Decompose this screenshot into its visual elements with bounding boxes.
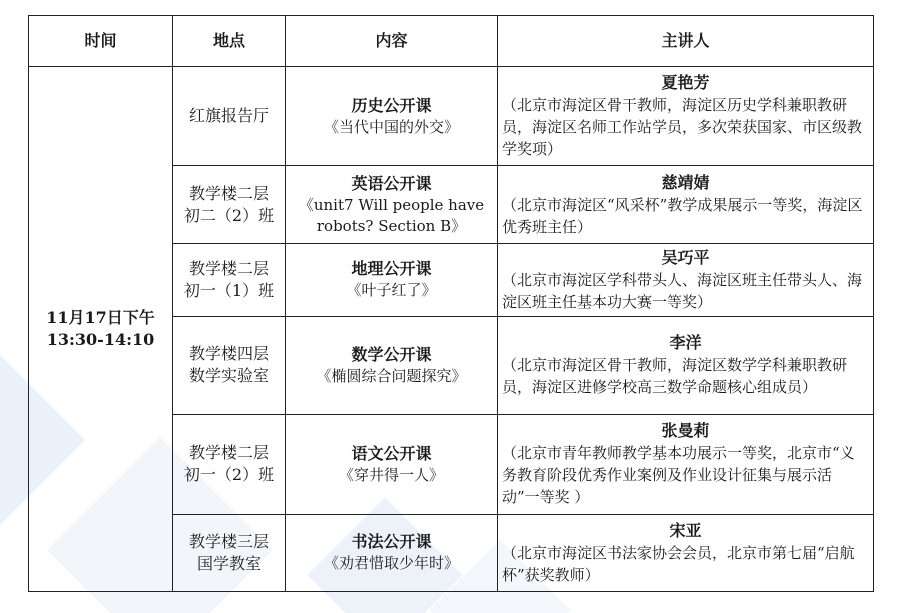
speaker-name: 吴巧平 [661, 247, 710, 267]
location-line: 教学楼三层 [188, 531, 269, 551]
content-cell [286, 316, 498, 414]
course-title: 历史公开课 [351, 95, 432, 115]
content-cell [286, 514, 498, 591]
location-line: 教学楼二层 [188, 443, 269, 463]
speaker-name: 夏艳芳 [661, 73, 710, 93]
course-title: 数学公开课 [351, 344, 432, 364]
header-speaker: 主讲人 [498, 16, 874, 67]
course-title: 地理公开课 [351, 259, 432, 279]
speaker-name: 李洋 [669, 333, 702, 353]
location-cell [173, 414, 286, 514]
location-cell [173, 166, 286, 244]
course-topic: 《穿井得一人》 [338, 465, 444, 484]
location-line: 教学楼二层 [188, 183, 269, 203]
speaker-cell [498, 514, 874, 591]
location-cell [173, 67, 286, 166]
speaker-cell [498, 166, 874, 244]
course-topic: 《叶子红了》 [346, 281, 437, 300]
course-topic: 《当代中国的外交》 [323, 117, 459, 136]
content-cell [286, 414, 498, 514]
header-content: 内容 [286, 16, 498, 67]
course-title: 语文公开课 [351, 443, 432, 463]
speaker-description: （北京市海淀区“风采杯”教学成果展示一等奖，海淀区优秀班主任） [502, 195, 863, 236]
course-topic: 《椭圆综合问题探究》 [316, 366, 467, 385]
speaker-cell [498, 67, 874, 166]
location-line: 红旗报告厅 [188, 106, 269, 126]
location-line: 教学楼二层 [188, 258, 269, 278]
speaker-description: （北京市青年教师教学基本功展示一等奖，北京市“义务教育阶段优秀作业案例及作业设计征集与展示活动”一等奖 ） [502, 444, 855, 507]
location-cell [173, 244, 286, 316]
schedule-table [28, 15, 874, 592]
location-line: 初二（2）班 [183, 205, 275, 225]
speaker-name: 宋亚 [669, 520, 702, 540]
location-line: 国学教室 [196, 553, 261, 573]
header-location: 地点 [173, 16, 286, 67]
speaker-description: （北京市海淀区学科带头人、海淀区班主任带头人、海淀区班主任基本功大赛一等奖） [502, 270, 863, 311]
content-cell [286, 67, 498, 166]
location-cell [173, 316, 286, 414]
content-cell [286, 244, 498, 316]
course-title: 英语公开课 [351, 173, 432, 193]
course-title: 书法公开课 [351, 532, 432, 552]
header-time: 时间 [29, 16, 173, 67]
speaker-description: （北京市海淀区书法家协会会员，北京市第七届“启航杯”获奖教师） [502, 543, 855, 584]
speaker-cell [498, 244, 874, 316]
speaker-name: 张曼莉 [661, 421, 710, 441]
time-cell [29, 67, 173, 592]
speaker-cell [498, 316, 874, 414]
speaker-description: （北京市海淀区骨干教师，海淀区历史学科兼职教研员，海淀区名师工作站学员，多次荣获国家、市区级教学奖项） [502, 96, 863, 159]
course-topic: 《unit7 Will people have robots? Section B》 [298, 195, 485, 235]
location-line: 数学实验室 [188, 366, 269, 386]
location-cell [173, 514, 286, 591]
speaker-name: 慈靖婧 [661, 172, 710, 192]
table-row [29, 67, 874, 166]
speaker-cell [498, 414, 874, 514]
content-cell [286, 166, 498, 244]
course-topic: 《劝君惜取少年时》 [323, 554, 459, 573]
location-line: 初一（2）班 [183, 465, 275, 485]
time-range: 13:30-14:10 [46, 330, 155, 350]
speaker-description: （北京市海淀区骨干教师，海淀区数学学科兼职教研员，海淀区进修学校高三数学命题核心组成员） [502, 356, 848, 397]
time-date: 11月17日下午 [46, 308, 155, 328]
location-line: 初一（1）班 [183, 280, 275, 300]
location-line: 教学楼四层 [188, 344, 269, 364]
header-row [29, 16, 874, 67]
